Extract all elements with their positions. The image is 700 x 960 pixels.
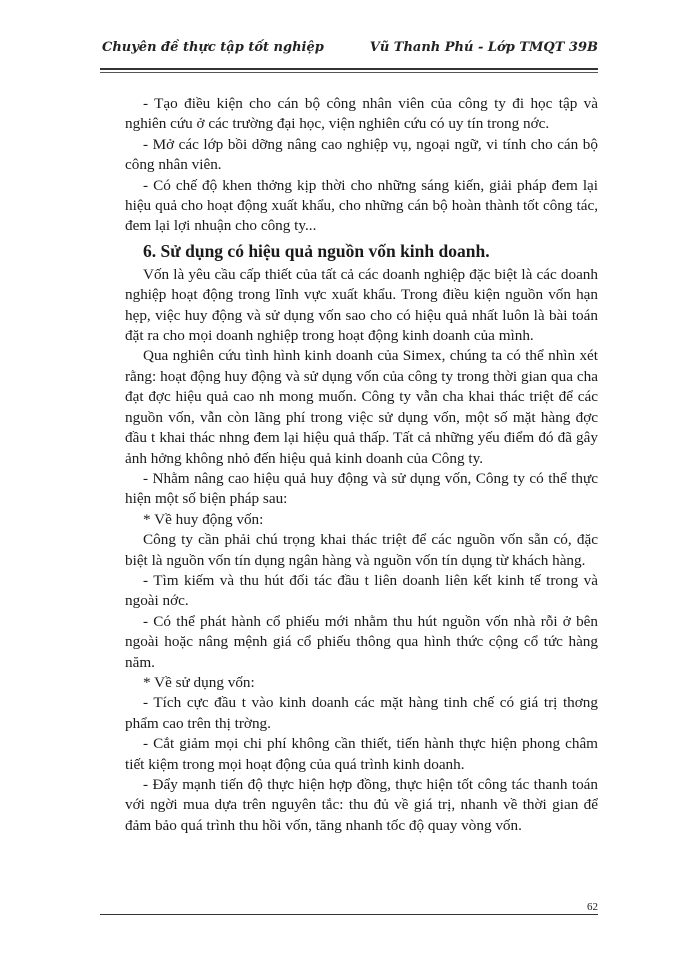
header-rule-thin (100, 72, 598, 73)
paragraph: - Cắt giảm mọi chi phí không cần thiết, tiến hành thực hiện phong châm tiết kiệm trong mọi hoạt động của quá trình kinh doanh. (125, 735, 598, 773)
footer-rule (100, 914, 598, 915)
paragraph: - Đẩy mạnh tiến độ thực hiện hợp đồng, thực hiện tốt công tác thanh toán với ngời mua dựa trên nguyên tắc: thu đủ về giá trị, nhanh về thời gian để đảm bảo quá trình thu hồi vốn, tăng nhanh tốc độ quay vòng vốn. (125, 776, 598, 834)
paragraph: Qua nghiên cứu tình hình kinh doanh của Simex, chúng ta có thể nhìn xét rằng: hoạt động huy động và sử dụng vốn của công ty trong thời gian qua cha đạt đợc hiệu quả cao nh mong muốn. Công ty vẫn cha khai thác triệt để các nguồn vốn, vẫn còn lãng phí trong việc sử dụng vốn, một số mặt hàng đợc đầu t khai thác nhng đem lại hiệu quả thấp. Tất cả những yếu điểm đó đã gây ảnh hởng không nhỏ đến hiệu quả kinh doanh của Công ty. (125, 347, 598, 467)
paragraph: - Mở các lớp bồi dỡng nâng cao nghiệp vụ, ngoại ngữ, vi tính cho cán bộ công nhân viên. (125, 135, 598, 174)
paragraph: - Nhằm nâng cao hiệu quả huy động và sử dụng vốn, Công ty có thể thực hiện một số biện pháp sau: (125, 469, 598, 508)
paragraph: - Tích cực đầu t vào kinh doanh các mặt hàng tinh chế có giá trị thơng phẩm cao trên thị trờng. (125, 694, 598, 732)
section-heading: 6. Sử dụng có hiệu quả nguồn vốn kinh doanh. (143, 240, 490, 261)
subheading-capital-raising: * Về huy động vốn: (143, 510, 264, 528)
paragraph: - Có chế độ khen thởng kịp thời cho những sáng kiến, giải pháp đem lại hiệu quả cho hoạt động xuất khẩu, cho những cán bộ hoàn thành tốt công tác, đem lại lợi nhuận cho công ty... (125, 176, 598, 235)
header-left-text: Chuyên đề thực tập tốt nghiệp (102, 40, 324, 55)
page-number: 62 (587, 901, 598, 913)
paragraph: - Tạo điều kiện cho cán bộ công nhân viên của công ty đi học tập và nghiên cứu ở các trường đại học, viện nghiên cứu có uy tín trong nớc. (125, 95, 598, 133)
document-body (125, 94, 598, 836)
header-rule (100, 68, 598, 70)
header-right-text: Vũ Thanh Phú - Lớp TMQT 39B (369, 40, 598, 55)
paragraph: - Tìm kiếm và thu hút đối tác đầu t liên doanh liên kết kinh tế trong và ngoài nớc. (125, 571, 598, 610)
subheading-capital-usage: * Về sử dụng vốn: (143, 673, 255, 691)
paragraph: Công ty cần phải chú trọng khai thác triệt để các nguồn vốn sẵn có, đặc biệt là nguồn vốn tín dụng ngân hàng và nguồn vốn tín dụng từ khách hàng. (125, 531, 598, 569)
paragraph: Vốn là yêu cầu cấp thiết của tất cả các doanh nghiệp đặc biệt là các doanh nghiệp hoạt động trong lĩnh vực xuất khẩu. Trong điều kiện nguồn vốn hạn hẹp, việc huy động và sử dụng vốn sao cho có hiệu quả nhất luôn là bài toán đặt ra cho mọi doanh nghiệp trong hoạt động kinh doanh của mình. (125, 265, 598, 345)
paragraph: - Có thể phát hành cổ phiếu mới nhằm thu hút nguồn vốn nhà rỗi ở bên ngoài hoặc nâng mệnh giá cổ phiếu thông qua hình thức cộng cổ tức hàng năm. (125, 612, 598, 671)
